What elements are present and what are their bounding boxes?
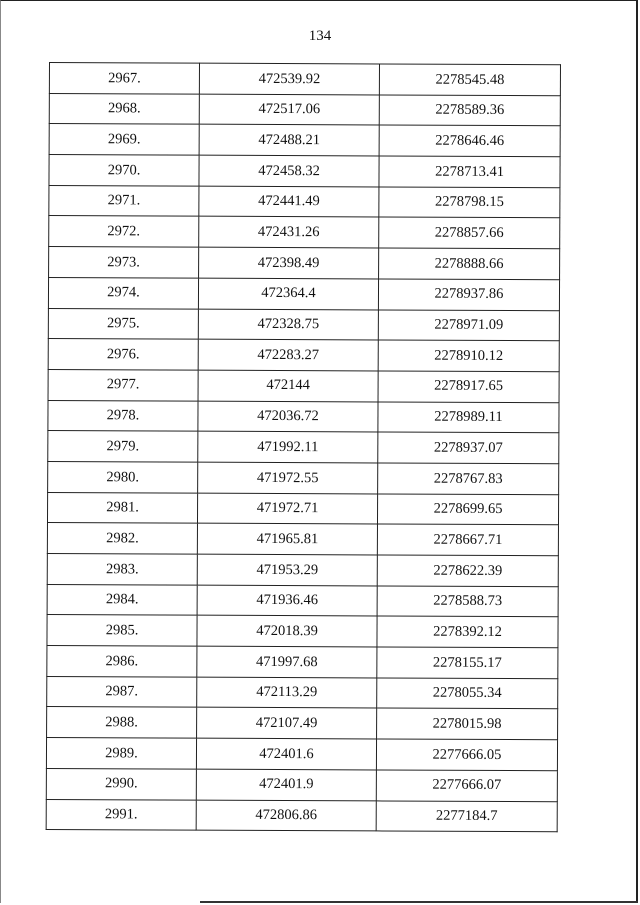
point-number-cell: 2979. — [48, 431, 198, 462]
table-row — [47, 523, 558, 556]
y-coordinate-cell: 2278767.83 — [378, 463, 559, 494]
x-coordinate-cell: 471953.29 — [197, 554, 377, 585]
point-number-cell: 2967. — [49, 63, 199, 94]
table-row — [49, 185, 560, 218]
y-coordinate-cell: 2278392.12 — [377, 616, 558, 647]
x-coordinate-cell: 471992.11 — [198, 431, 378, 462]
x-coordinate-cell: 472364.4 — [198, 278, 378, 309]
x-coordinate-cell: 472107.49 — [197, 708, 377, 739]
x-coordinate-cell: 472401.6 — [196, 738, 376, 769]
x-coordinate-cell: 472431.26 — [199, 217, 379, 248]
table-row — [49, 63, 560, 96]
x-coordinate-cell: 472113.29 — [197, 677, 377, 708]
y-coordinate-cell: 2278699.65 — [377, 494, 558, 525]
table-row — [48, 308, 559, 341]
y-coordinate-cell: 2278155.17 — [377, 647, 558, 678]
y-coordinate-cell: 2278917.65 — [378, 371, 559, 402]
x-coordinate-cell: 471936.46 — [197, 585, 377, 616]
point-number-cell: 2981. — [47, 492, 197, 523]
x-coordinate-cell: 472398.49 — [199, 247, 379, 278]
point-number-cell: 2987. — [47, 676, 197, 707]
point-number-cell: 2985. — [47, 615, 197, 646]
table-row — [48, 369, 559, 402]
table-row — [47, 615, 558, 648]
y-coordinate-cell: 2278937.86 — [378, 279, 559, 310]
x-coordinate-cell: 471965.81 — [197, 523, 377, 554]
y-coordinate-cell: 2278989.11 — [378, 402, 559, 433]
x-coordinate-cell: 472458.32 — [199, 155, 379, 186]
y-coordinate-cell: 2278937.07 — [378, 432, 559, 463]
table-body — [46, 63, 560, 832]
table-row — [47, 676, 558, 709]
y-coordinate-cell: 2278545.48 — [379, 64, 560, 95]
y-coordinate-cell: 2278910.12 — [378, 340, 559, 371]
point-number-cell: 2970. — [49, 155, 199, 186]
point-number-cell: 2978. — [48, 400, 198, 431]
x-coordinate-cell: 472806.86 — [196, 800, 376, 831]
bottom-rule — [200, 901, 638, 903]
x-coordinate-cell: 472036.72 — [198, 401, 378, 432]
table-row — [47, 646, 558, 679]
y-coordinate-cell: 2278888.66 — [379, 248, 560, 279]
table-row — [47, 553, 558, 586]
table-row — [49, 93, 560, 126]
table-row — [48, 431, 559, 464]
x-coordinate-cell: 472401.9 — [196, 769, 376, 800]
point-number-cell: 2990. — [46, 768, 196, 799]
y-coordinate-cell: 2278667.71 — [377, 524, 558, 555]
point-number-cell: 2973. — [49, 247, 199, 278]
point-number-cell: 2988. — [47, 707, 197, 738]
y-coordinate-cell: 2277184.7 — [376, 800, 557, 831]
table-row — [48, 277, 559, 310]
y-coordinate-cell: 2278857.66 — [379, 217, 560, 248]
point-number-cell: 2980. — [48, 461, 198, 492]
y-coordinate-cell: 2278589.36 — [379, 95, 560, 126]
table-row — [47, 492, 558, 525]
y-coordinate-cell: 2278588.73 — [377, 586, 558, 617]
y-coordinate-cell: 2278713.41 — [379, 156, 560, 187]
x-coordinate-cell: 472517.06 — [199, 94, 379, 125]
point-number-cell: 2974. — [48, 277, 198, 308]
table-row — [49, 247, 560, 280]
table-row — [47, 707, 558, 740]
x-coordinate-cell: 471972.55 — [198, 462, 378, 493]
page-number: 134 — [308, 28, 332, 44]
point-number-cell: 2984. — [47, 584, 197, 615]
y-coordinate-cell: 2278798.15 — [379, 187, 560, 218]
x-coordinate-cell: 472328.75 — [198, 309, 378, 340]
coordinates-table — [46, 62, 561, 832]
point-number-cell: 2982. — [47, 523, 197, 554]
x-coordinate-cell: 472018.39 — [197, 616, 377, 647]
point-number-cell: 2991. — [46, 799, 196, 830]
x-coordinate-cell: 471972.71 — [197, 493, 377, 524]
x-coordinate-cell: 472539.92 — [199, 63, 379, 94]
point-number-cell: 2972. — [49, 216, 199, 247]
point-number-cell: 2986. — [47, 646, 197, 677]
table-row — [46, 738, 557, 771]
table-row — [48, 400, 559, 433]
point-number-cell: 2976. — [48, 339, 198, 370]
y-coordinate-cell: 2278622.39 — [377, 555, 558, 586]
table-row — [49, 216, 560, 249]
y-coordinate-cell: 2278971.09 — [378, 309, 559, 340]
point-number-cell: 2971. — [49, 185, 199, 216]
point-number-cell: 2983. — [47, 553, 197, 584]
x-coordinate-cell: 472283.27 — [198, 339, 378, 370]
y-coordinate-cell: 2278015.98 — [377, 708, 558, 739]
x-coordinate-cell: 472144 — [198, 370, 378, 401]
table-row — [46, 799, 557, 832]
table-row — [48, 339, 559, 372]
table-row — [49, 124, 560, 157]
table-row — [47, 584, 558, 617]
x-coordinate-cell: 471997.68 — [197, 646, 377, 677]
table-row — [49, 155, 560, 188]
table-row — [48, 461, 559, 494]
point-number-cell: 2989. — [46, 738, 196, 769]
point-number-cell: 2969. — [49, 124, 199, 155]
x-coordinate-cell: 472488.21 — [199, 125, 379, 156]
y-coordinate-cell: 2278646.46 — [379, 125, 560, 156]
table-row — [46, 768, 557, 801]
point-number-cell: 2975. — [48, 308, 198, 339]
y-coordinate-cell: 2277666.05 — [376, 739, 557, 770]
point-number-cell: 2977. — [48, 369, 198, 400]
y-coordinate-cell: 2278055.34 — [377, 678, 558, 709]
x-coordinate-cell: 472441.49 — [199, 186, 379, 217]
y-coordinate-cell: 2277666.07 — [376, 770, 557, 801]
point-number-cell: 2968. — [49, 93, 199, 124]
